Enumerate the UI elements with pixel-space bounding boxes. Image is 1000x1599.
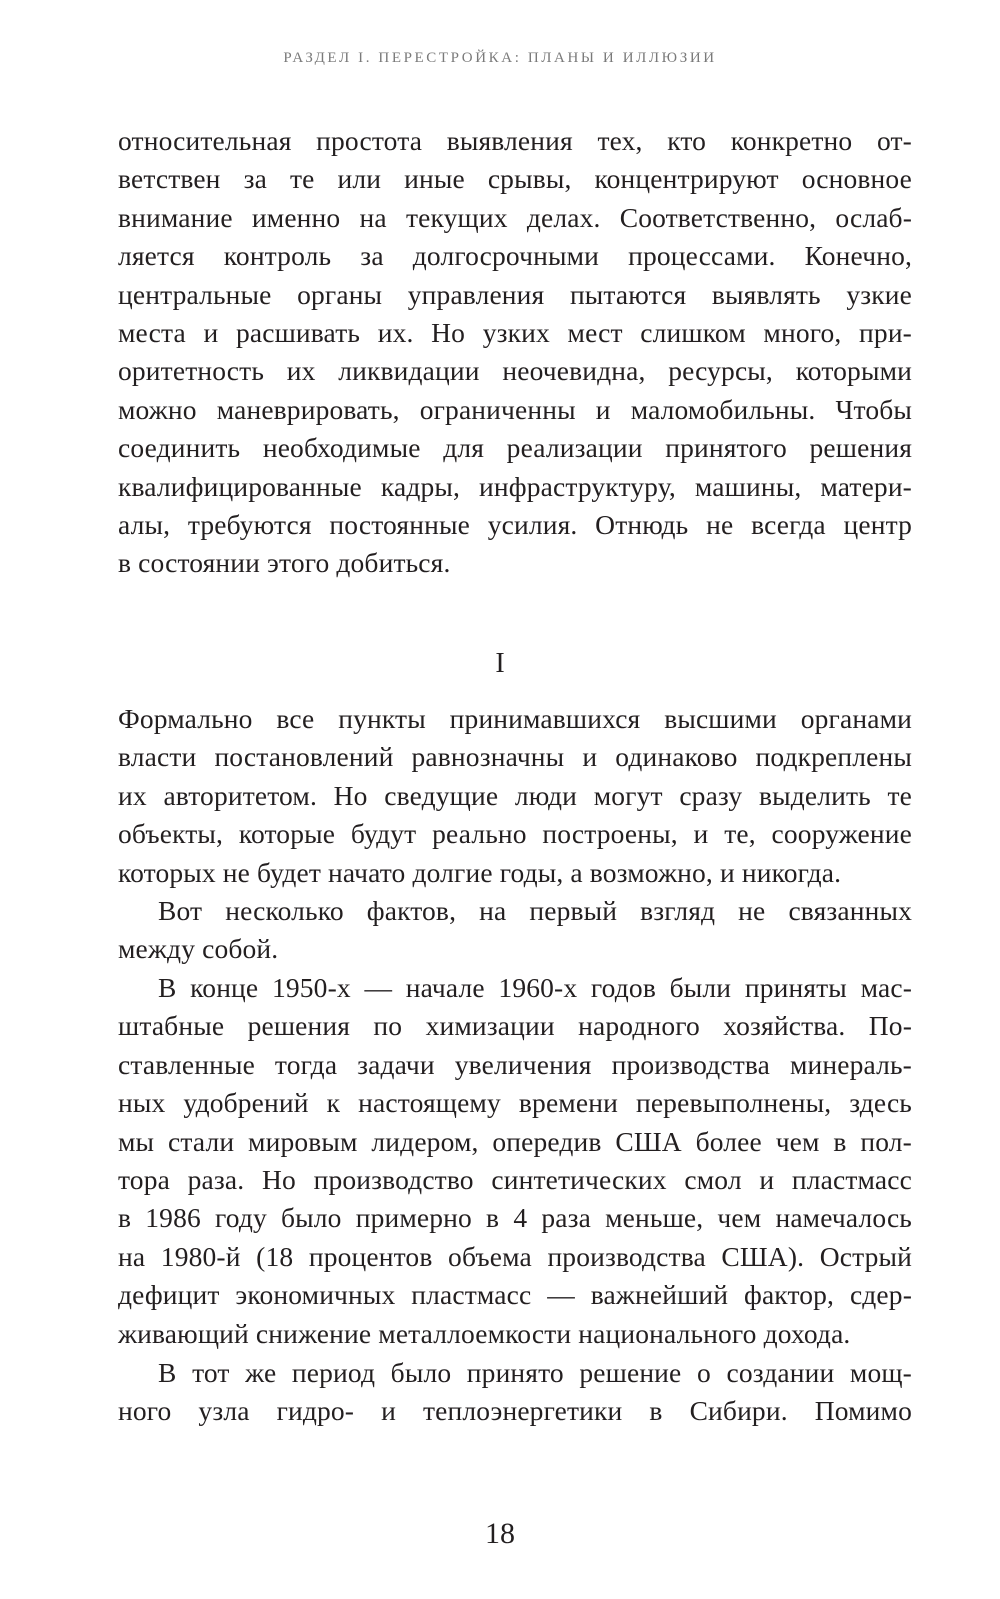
text-line: В тот же период было принято решение о создании мощ- [158, 1357, 912, 1388]
paragraph-2 [118, 892, 912, 969]
text-line: власти постановлений равнозначны и одинаково подкреплены [118, 741, 912, 773]
section-number: I [495, 648, 505, 679]
text-line: места и расшивать их. Но узких мест слишком много, при- [118, 316, 912, 348]
running-header: РАЗДЕЛ I. ПЕРЕСТРОЙКА: ПЛАНЫ И ИЛЛЮЗИИ [283, 50, 717, 66]
text-line: мы стали мировым лидером, опередив США более чем в пол- [118, 1125, 912, 1157]
text-line: ляется контроль за долгосрочными процессами. Конечно, [118, 240, 912, 272]
text-line: в состоянии этого добиться. [118, 547, 451, 579]
text-line: штабные решения по химизации народного хозяйства. По- [118, 1010, 912, 1042]
text-line: ветствен за те или иные срывы, концентрируют основное [118, 163, 912, 195]
text-line: ных удобрений к настоящему времени перевыполнены, здесь [118, 1087, 912, 1119]
text-line: ставленные тогда задачи увеличения производства минераль- [118, 1048, 912, 1080]
text-line: дефицит экономичных пластмасс — важнейший фактор, сдер- [118, 1279, 912, 1311]
text-line: центральные органы управления пытаются выявлять узкие [118, 278, 912, 310]
paragraph-1 [118, 700, 912, 892]
text-line: относительная простота выявления тех, кто конкретно от- [118, 125, 912, 156]
text-line: квалифицированные кадры, инфраструктуру, машины, матери- [118, 470, 912, 502]
text-line: внимание именно на текущих делах. Соответственно, ослаб- [118, 201, 912, 233]
text-line: их авторитетом. Но сведущие люди могут сразу выделить те [118, 779, 912, 811]
text-line: которых не будет начато долгие годы, а возможно, и никогда. [118, 856, 842, 888]
paragraph-4 [118, 1354, 912, 1431]
text-line: оритетность их ликвидации неочевидна, ресурсы, которыми [118, 355, 912, 387]
text-line: живающий снижение металлоемкости национального дохода. [118, 1317, 851, 1349]
text-line: ного узла гидро- и теплоэнергетики в Сибири. Помимо [118, 1395, 912, 1427]
text-line: в 1986 году было примерно в 4 раза меньше, чем намечалось [118, 1202, 912, 1234]
text-line: Формально все пункты принимавшихся высшими органами [118, 703, 912, 734]
text-line: тора раза. Но производство синтетических смол и пластмасс [118, 1163, 912, 1195]
continued-paragraph [118, 122, 912, 583]
text-line: между собой. [118, 933, 279, 965]
text-line: В конце 1950-х — начале 1960-х годов были приняты мас- [158, 972, 912, 1003]
text-line: соединить необходимые для реализации принятого решения [118, 432, 912, 464]
page-number: 18 [485, 1517, 515, 1550]
text-line: на 1980-й (18 процентов объема производства США). Острый [118, 1240, 912, 1272]
text-line: объекты, которые будут реально построены, и те, сооружение [118, 818, 912, 850]
text-line: алы, требуются постоянные усилия. Отнюдь не всегда центр [118, 508, 912, 540]
paragraph-3 [118, 969, 912, 1353]
text-line: можно маневрировать, ограниченны и маломобильны. Чтобы [118, 393, 912, 425]
text-line: Вот несколько фактов, на первый взгляд не связанных [158, 895, 912, 926]
